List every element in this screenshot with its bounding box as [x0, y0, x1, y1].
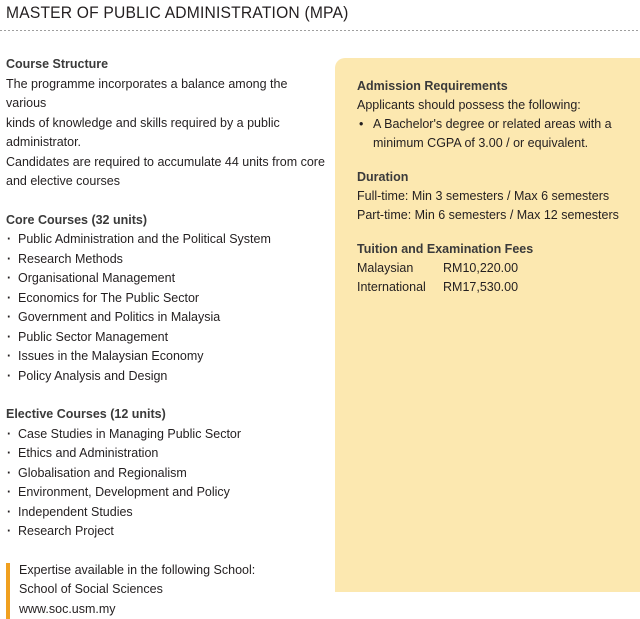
list-item: · Issues in the Malaysian Economy [6, 347, 328, 367]
list-item: · Public Sector Management [6, 328, 328, 348]
admission-intro: Applicants should possess the following: [357, 96, 632, 115]
admission-heading: Admission Requirements [357, 77, 632, 96]
course-structure-line: Candidates are required to accumulate 44 units from core [6, 153, 328, 173]
fee-row [357, 259, 632, 278]
fee-amount: RM17,530.00 [443, 278, 518, 297]
core-courses-list [6, 230, 328, 386]
core-courses-heading: Core Courses (32 units) [6, 211, 328, 231]
title-divider [0, 30, 640, 31]
admission-section [357, 77, 632, 153]
course-structure-line: kinds of knowledge and skills required by a public administrator. [6, 114, 328, 153]
list-item: · Economics for The Public Sector [6, 289, 328, 309]
course-structure-heading: Course Structure [6, 55, 328, 75]
duration-heading: Duration [357, 168, 632, 187]
elective-courses-heading: Elective Courses (12 units) [6, 405, 328, 425]
list-item: · Research Project [6, 522, 328, 542]
duration-section [357, 168, 632, 225]
elective-courses-list [6, 425, 328, 542]
fee-label: International [357, 278, 443, 297]
fee-row [357, 278, 632, 297]
list-item: · Government and Politics in Malaysia [6, 308, 328, 328]
school-name: School of Social Sciences [19, 580, 328, 600]
fee-amount: RM10,220.00 [443, 259, 518, 278]
course-structure-line: and elective courses [6, 172, 328, 192]
elective-courses-section [6, 405, 328, 542]
course-structure-section [6, 55, 328, 192]
admission-bullet-line: • A Bachelor's degree or related areas with a [373, 115, 632, 134]
list-item: · Globalisation and Regionalism [6, 464, 328, 484]
duration-full-time: Full-time: Min 3 semesters / Max 6 semesters [357, 187, 632, 206]
list-item: · Policy Analysis and Design [6, 367, 328, 387]
fees-heading: Tuition and Examination Fees [357, 240, 632, 259]
list-item: · Research Methods [6, 250, 328, 270]
fee-label: Malaysian [357, 259, 443, 278]
left-column [6, 55, 328, 619]
expertise-block [6, 561, 328, 619]
admission-bullet [357, 115, 632, 153]
list-item: · Case Studies in Managing Public Sector [6, 425, 328, 445]
expertise-text: Expertise available in the following School: [19, 561, 328, 581]
course-structure-line: The programme incorporates a balance among the various [6, 75, 328, 114]
list-item: · Ethics and Administration [6, 444, 328, 464]
admission-bullet-line: minimum CGPA of 3.00 / or equivalent. [373, 134, 632, 153]
list-item: · Independent Studies [6, 503, 328, 523]
page-title: MASTER OF PUBLIC ADMINISTRATION (MPA) [6, 3, 349, 23]
core-courses-section [6, 211, 328, 387]
duration-part-time: Part-time: Min 6 semesters / Max 12 semesters [357, 206, 632, 225]
list-item: · Organisational Management [6, 269, 328, 289]
info-panel [335, 58, 640, 592]
school-website-link[interactable]: www.soc.usm.my [19, 600, 328, 619]
fees-section [357, 240, 632, 297]
list-item: · Public Administration and the Political System [6, 230, 328, 250]
list-item: · Environment, Development and Policy [6, 483, 328, 503]
